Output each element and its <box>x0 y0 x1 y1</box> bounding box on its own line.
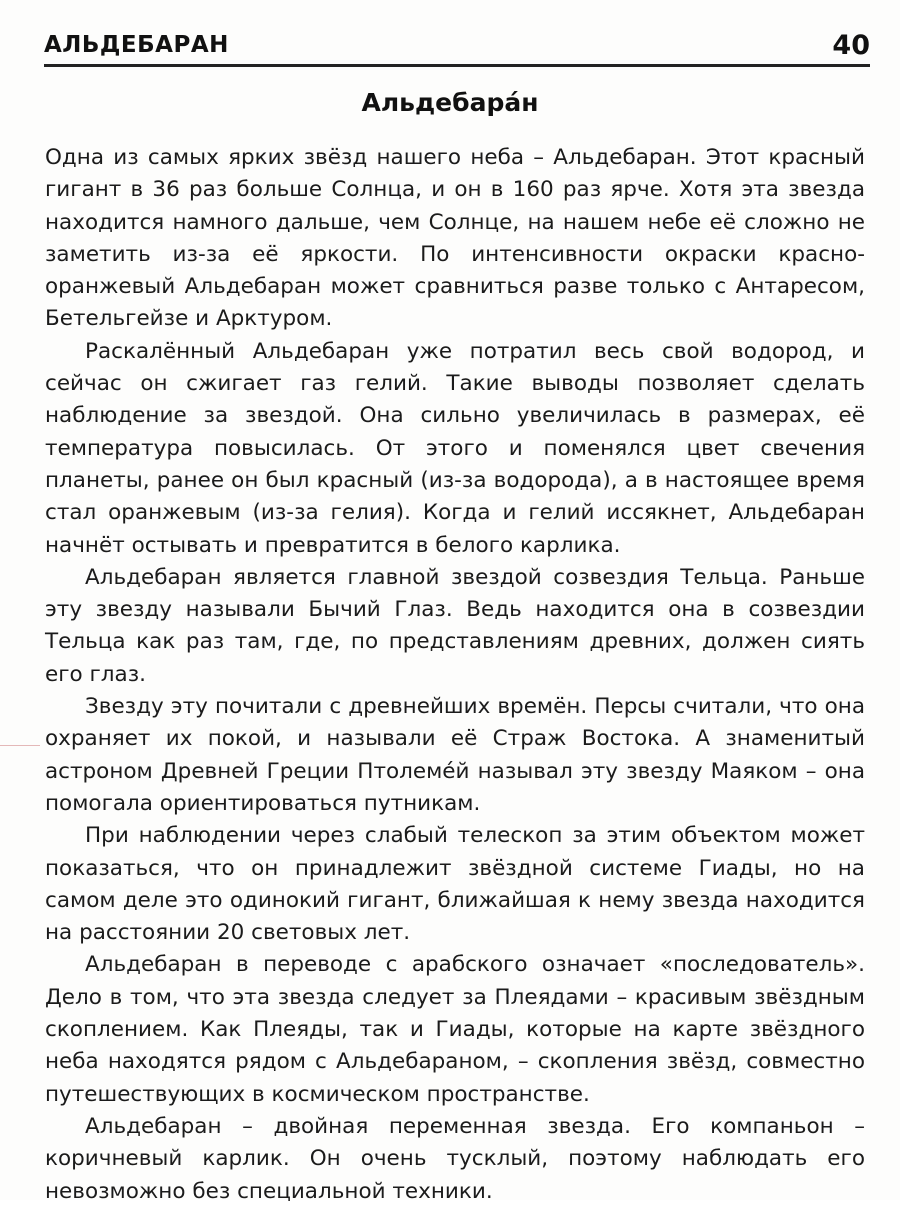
running-title: АЛЬДЕБАРАН <box>44 32 229 58</box>
article-body <box>45 142 865 1208</box>
paragraph-7: Альдебаран – двойная переменная звезда. Его компаньон – коричневый карлик. Он очень тусклый, поэтому наблюдать его невозможно без специальной техники. <box>45 1113 865 1204</box>
paragraph-3: Альдебаран является главной звездой созвездия Тельца. Раньше эту звезду называли Бычий Глаз. Ведь находится она в созвездии Тельца как раз там, где, по представлениям древних, должен сиять его глаз. <box>45 564 865 687</box>
paragraph-2: Раскалённый Альдебаран уже потратил весь свой водород, и сейчас он сжигает газ гелий. Такие выводы позволяет сделать наблюдение за звездой. Она сильно увеличилась в размерах, её температура повысилась. От этого и поменялся цвет свечения планеты, ранее он был красный (из-за водорода), а в настоящее время стал оранжевым (из-за гелия). Когда и гелий иссякнет, Альдебаран начнёт остывать и превратится в белого карлика. <box>45 338 865 558</box>
paragraph-6: Альдебаран в переводе с арабского означает «последователь». Дело в том, что эта звезда следует за Плеядами – красивым звёздным скоплением. Как Плеяды, так и Гиады, которые на карте звёздного неба находятся рядом с Альдебараном, – скопления звёзд, совместно путешествующих в космическом пространстве. <box>45 952 865 1107</box>
paragraph-5: При наблюдении через слабый телескоп за этим объектом может показаться, что он принадлежит звёздной системе Гиады, но на самом деле это одинокий гигант, ближайшая к нему звезда находится на расстоянии 20 световых лет. <box>45 823 865 946</box>
margin-line <box>0 745 40 746</box>
paragraph-4: Звезду эту почитали с древнейших времён. Персы считали, что она охраняет их покой, и называли её Страж Востока. А знаменитый астроном Древней Греции Птолеме́й называл эту звезду Маяком – она помогала ориентироваться путникам. <box>45 694 865 816</box>
header-rule <box>44 64 870 67</box>
paragraph-1: Одна из самых ярких звёзд нашего неба – Альдебаран. Этот красный гигант в 36 раз больше Солнца, и он в 160 раз ярче. Хотя эта звезда находится намного дальше, чем Солнце, на нашем небе её сложно не заметить из-за её яркости. По интенсивности окраски красно-оранжевый Альдебаран может сравниться разве только с Антаресом, Бетельгейзе и Арктуром. <box>45 145 865 332</box>
page-number: 40 <box>832 30 870 61</box>
running-header <box>44 30 870 64</box>
article-title: Альдебара́н <box>361 88 539 117</box>
